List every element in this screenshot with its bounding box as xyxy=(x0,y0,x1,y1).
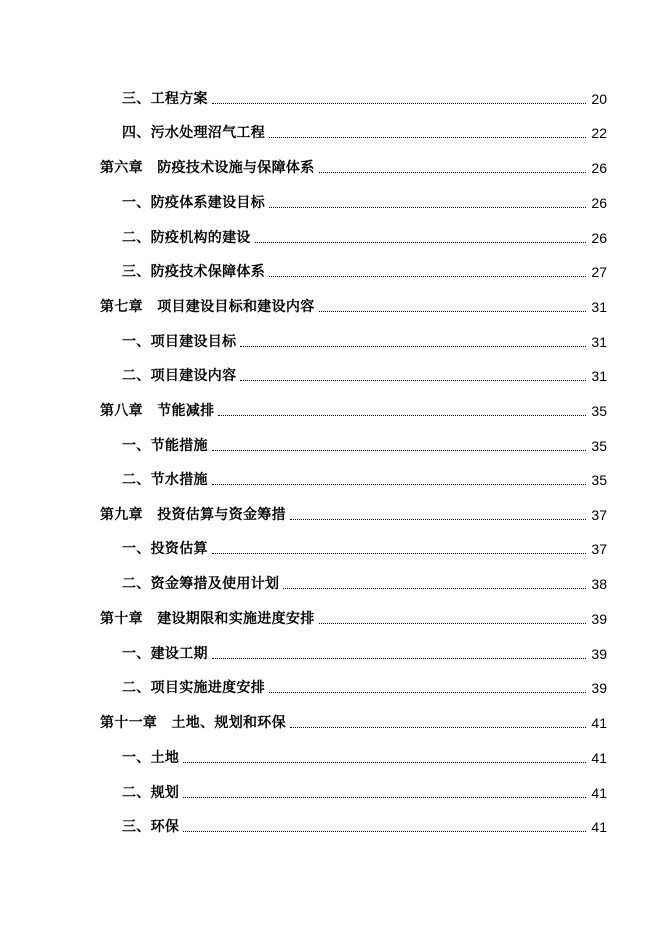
toc-entry[interactable] xyxy=(0,780,662,802)
toc-entry-page: 26 xyxy=(591,230,607,246)
toc-entry[interactable] xyxy=(0,641,662,663)
toc-dot-leader xyxy=(283,587,586,589)
toc-dot-leader xyxy=(218,414,586,416)
toc-dot-leader xyxy=(269,275,586,277)
toc-entry-title: 二、节水措施 xyxy=(122,472,208,488)
toc-entry-title: 二、防疫机构的建设 xyxy=(122,230,251,246)
toc-dot-leader xyxy=(269,136,586,138)
toc-entry[interactable] xyxy=(0,259,662,281)
toc-dot-leader xyxy=(212,102,586,104)
toc-entry-title: 三、环保 xyxy=(122,819,180,835)
toc-entry[interactable] xyxy=(0,675,662,697)
toc-entry-title: 四、污水处理沼气工程 xyxy=(122,125,265,141)
toc-entry-page: 37 xyxy=(591,541,607,557)
toc-entry[interactable] xyxy=(0,86,662,108)
toc-entry[interactable] xyxy=(0,190,662,212)
toc-entry-page: 35 xyxy=(591,403,607,419)
toc-entry-page: 31 xyxy=(591,334,607,350)
toc-entry-page: 26 xyxy=(591,160,607,176)
toc-dot-leader xyxy=(290,518,586,520)
toc-entry[interactable] xyxy=(0,225,662,247)
toc-entry[interactable] xyxy=(0,571,662,593)
toc-entry[interactable] xyxy=(0,745,662,767)
toc-dot-leader xyxy=(269,206,586,208)
toc-entry[interactable] xyxy=(0,536,662,558)
toc-dot-leader xyxy=(183,830,586,832)
toc-dot-leader xyxy=(212,552,586,554)
toc-dot-leader xyxy=(255,241,586,243)
toc-entry-title: 二、项目实施进度安排 xyxy=(122,680,265,696)
toc-entry-page: 27 xyxy=(591,264,607,280)
toc-entry[interactable] xyxy=(0,467,662,489)
toc-entry-title: 第十章 建设期限和实施进度安排 xyxy=(100,611,315,627)
toc-entry-title: 一、投资估算 xyxy=(122,541,208,557)
toc-entry[interactable] xyxy=(0,363,662,385)
toc-chapter-entry[interactable] xyxy=(0,606,662,628)
toc-dot-leader xyxy=(319,171,587,173)
toc-dot-leader xyxy=(319,622,587,624)
toc-entry-page: 37 xyxy=(591,507,607,523)
toc-chapter-entry[interactable] xyxy=(0,710,662,732)
toc-entry-title: 第七章 项目建设目标和建设内容 xyxy=(100,299,315,315)
toc-entry-title: 第六章 防疫技术设施与保障体系 xyxy=(100,160,315,176)
toc-chapter-entry[interactable] xyxy=(0,294,662,316)
toc-entry-page: 38 xyxy=(591,576,607,592)
toc-entry-title: 二、项目建设内容 xyxy=(122,368,237,384)
toc-entry-page: 26 xyxy=(591,195,607,211)
toc-entry-page: 35 xyxy=(591,438,607,454)
toc-entry-title: 一、节能措施 xyxy=(122,438,208,454)
toc-chapter-entry[interactable] xyxy=(0,398,662,420)
toc-entry-page: 39 xyxy=(591,646,607,662)
toc-entry-page: 39 xyxy=(591,611,607,627)
toc-entry[interactable] xyxy=(0,120,662,142)
toc-entry-title: 一、防疫体系建设目标 xyxy=(122,195,265,211)
toc-dot-leader xyxy=(240,379,586,381)
toc-entry-title: 三、工程方案 xyxy=(122,91,208,107)
toc-chapter-entry[interactable] xyxy=(0,502,662,524)
toc-entry-title: 第十一章 土地、规划和环保 xyxy=(100,715,286,731)
toc-entry-page: 20 xyxy=(591,91,607,107)
toc-entry[interactable] xyxy=(0,433,662,455)
toc-dot-leader xyxy=(183,761,586,763)
toc-entry-page: 41 xyxy=(591,819,607,835)
toc-entry[interactable] xyxy=(0,814,662,836)
toc-entry-title: 三、防疫技术保障体系 xyxy=(122,264,265,280)
toc-entry-title: 第八章 节能减排 xyxy=(100,403,215,419)
toc-entry-page: 35 xyxy=(591,472,607,488)
toc-dot-leader xyxy=(212,657,586,659)
toc-entry-page: 31 xyxy=(591,299,607,315)
toc-entry-title: 一、项目建设目标 xyxy=(122,334,237,350)
toc-dot-leader xyxy=(212,449,586,451)
toc-chapter-entry[interactable] xyxy=(0,155,662,177)
toc-dot-leader xyxy=(319,310,587,312)
toc-entry-title: 一、土地 xyxy=(122,750,180,766)
toc-dot-leader xyxy=(183,796,586,798)
toc-dot-leader xyxy=(269,691,586,693)
toc-entry-title: 二、资金筹措及使用计划 xyxy=(122,576,280,592)
toc-entry-page: 41 xyxy=(591,715,607,731)
toc-entry-page: 41 xyxy=(591,785,607,801)
toc-entry-title: 第九章 投资估算与资金筹措 xyxy=(100,507,286,523)
toc-entry-page: 31 xyxy=(591,368,607,384)
toc-entry[interactable] xyxy=(0,329,662,351)
toc-entry-page: 22 xyxy=(591,125,607,141)
toc-dot-leader xyxy=(290,726,586,728)
toc-dot-leader xyxy=(240,345,586,347)
toc-entry-page: 39 xyxy=(591,680,607,696)
toc-dot-leader xyxy=(212,483,586,485)
toc-entry-title: 一、建设工期 xyxy=(122,646,208,662)
toc-entry-page: 41 xyxy=(591,750,607,766)
toc-entry-title: 二、规划 xyxy=(122,785,180,801)
